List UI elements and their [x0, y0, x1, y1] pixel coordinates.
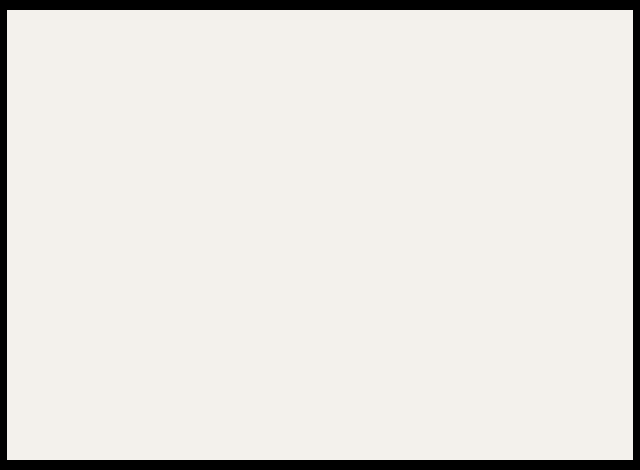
ruled-grid — [7, 10, 633, 460]
census-sheet — [7, 10, 633, 460]
